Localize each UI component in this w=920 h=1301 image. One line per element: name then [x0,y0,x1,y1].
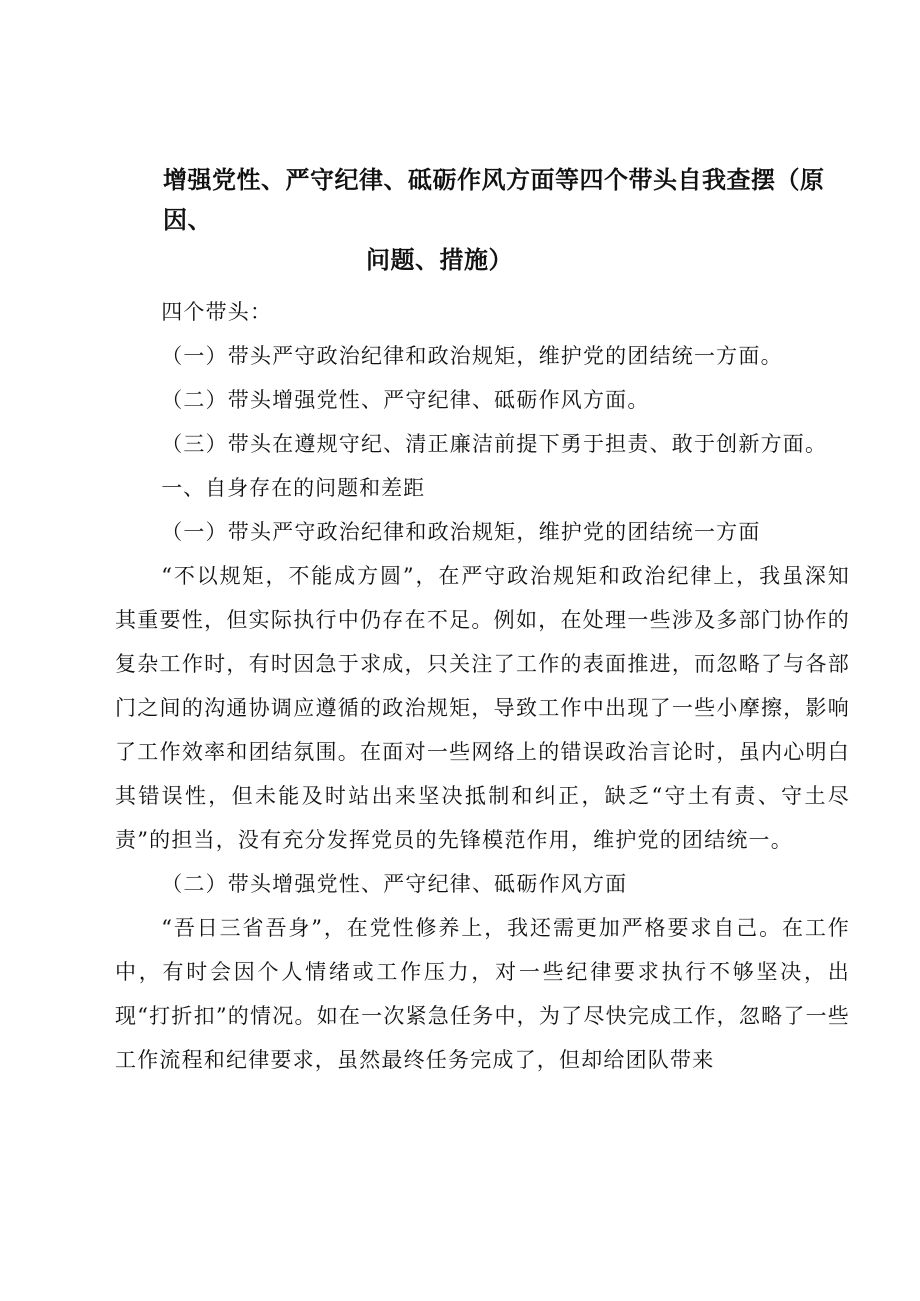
item-3: （三）带头在遵规守纪、清正廉洁前提下勇于担责、敢于创新方面。 [161,432,828,456]
subsection-2-heading: （二）带头增强党性、严守纪律、砥砺作风方面 [161,872,628,896]
document-title [163,160,843,280]
section-1-heading: 一、自身存在的问题和差距 [161,476,426,500]
title-line-1: 增强党性、严守纪律、砥砺作风方面等四个带头自我查摆（原因、 [163,166,825,234]
intro-label: 四个带头： [161,300,273,324]
item-1: （一）带头严守政治纪律和政治规矩，维护党的团结统一方面。 [161,344,783,368]
title-line-2: 问题、措施） [366,246,513,274]
subsection-1-heading: （一）带头严守政治纪律和政治规矩，维护党的团结统一方面 [161,520,761,544]
subsection-2-paragraph: “吾日三省吾身”，在党性修养上，我还需更加严格要求自己。在工作中，有时会因个人情绪或工作压力，对一些纪律要求执行不够坚决，出现“打折扣”的情况。如在一次紧急任务中，为了尽快完成工作，忽略了一些工作流程和纪律要求，虽然最终任务完成了，但却给团队带来 [115,916,850,1072]
document-body [115,290,850,1082]
subsection-1-paragraph: “不以规矩，不能成方圆”，在严守政治规矩和政治纪律上，我虽深知其重要性，但实际执行中仍存在不足。例如，在处理一些涉及多部门协作的复杂工作时，有时因急于求成，只关注了工作的表面推进，而忽略了与各部门之间的沟通协调应遵循的政治规矩，导致工作中出现了一些小摩擦，影响了工作效率和团结氛围。在面对一些网络上的错误政治言论时，虽内心明白其错误性，但未能及时站出来坚决抵制和纠正，缺乏“守土有责、守土尽责”的担当，没有充分发挥党员的先锋模范作用，维护党的团结统一。 [115,564,850,852]
item-2: （二）带头增强党性、严守纪律、砥砺作风方面。 [161,388,650,412]
